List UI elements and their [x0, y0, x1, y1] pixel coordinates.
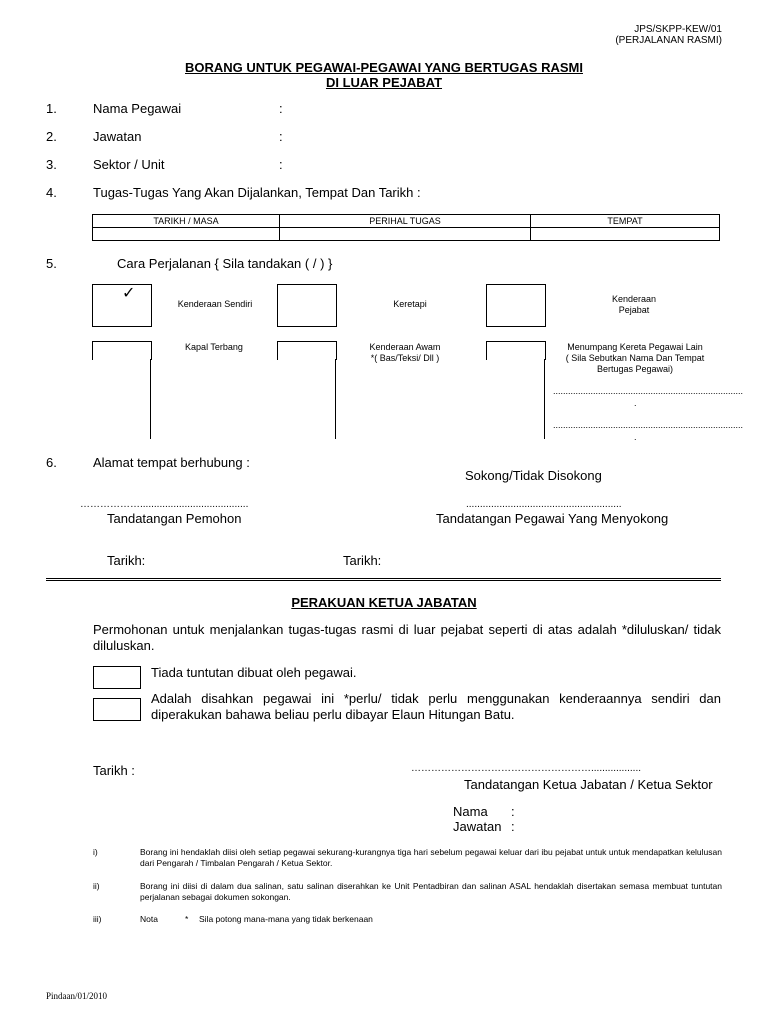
form-title-line1: BORANG UNTUK PEGAWAI-PEGAWAI YANG BERTUGAS RASMI [185, 60, 583, 75]
label-office-vehicle-1: Kenderaan [611, 294, 657, 304]
head-date-label: Tarikh : [93, 763, 135, 778]
travel-mode-label: Cara Perjalanan { Sila tandakan ( / ) } [117, 256, 333, 271]
field-number: 1. [46, 101, 57, 116]
box-extension-line [544, 359, 545, 439]
supporter-signature-label: Tandatangan Pegawai Yang Menyokong [436, 511, 669, 526]
head-position-label: Jawatan [453, 819, 502, 834]
check-mark-icon: ✓ [122, 285, 136, 302]
label-office-vehicle-2: Pejabat [618, 305, 650, 315]
checkbox-public-transport[interactable] [277, 341, 337, 360]
checkbox-mileage-allowance[interactable] [93, 698, 141, 721]
checkbox-own-vehicle[interactable] [92, 284, 152, 327]
section-divider [46, 578, 721, 579]
checkbox-plane[interactable] [92, 341, 152, 360]
label-own-vehicle: Kenderaan Sendiri [177, 299, 253, 309]
checkbox-office-vehicle[interactable] [486, 284, 546, 327]
form-subtitle: (PERJALANAN RASMI) [615, 35, 722, 46]
option-mileage-allowance: Adalah disahkan pegawai ini *perlu/ tidak perlu menggunakan kenderaannya sendiri dan diperakukan bahawa beliau perlu dibayar Elaun Hitungan Batu. [151, 691, 721, 722]
applicant-date-label: Tarikh: [107, 553, 146, 568]
form-code: JPS/SKPP-KEW/01 [634, 24, 722, 35]
head-signature-line[interactable]: ……………………………………………….................. [411, 763, 642, 774]
note-star: * [185, 914, 189, 924]
checkbox-ride-along[interactable] [486, 341, 546, 360]
box-extension-line [150, 359, 151, 439]
cell-date[interactable] [93, 228, 280, 241]
form-title-line2: DI LUAR PEJABAT [325, 75, 443, 90]
note-number: ii) [93, 881, 100, 891]
note-label: Nota [140, 914, 158, 924]
field-label-name: Nama Pegawai [93, 101, 182, 116]
label-train: Keretapi [393, 299, 427, 309]
field-number: 5. [46, 256, 57, 271]
field-colon: : [279, 129, 283, 144]
field-label-sector: Sektor / Unit [93, 157, 165, 172]
col-header-duty: PERIHAL TUGAS [280, 215, 531, 228]
col-header-place: TEMPAT [531, 215, 720, 228]
supporter-signature-line[interactable]: ........................................................ [466, 499, 622, 510]
contact-address-label: Alamat tempat berhubung : [93, 455, 250, 470]
section-title: PERAKUAN KETUA JABATAN [291, 595, 477, 610]
field-colon: : [511, 804, 515, 819]
amendment-code: Pindaan/01/2010 [46, 991, 107, 1001]
checkbox-no-claim[interactable] [93, 666, 141, 689]
supporter-date-label: Tarikh: [343, 553, 382, 568]
field-number: 2. [46, 129, 57, 144]
field-number: 3. [46, 157, 57, 172]
field-colon: : [279, 157, 283, 172]
tasks-label: Tugas-Tugas Yang Akan Dijalankan, Tempat Dan Tarikh : [93, 185, 421, 200]
applicant-signature-line[interactable]: ………………....................................... [80, 499, 249, 510]
field-colon: : [279, 101, 283, 116]
field-colon: : [511, 819, 515, 834]
box-extension-line [335, 359, 336, 439]
note-text: Borang ini diisi di dalam dua salinan, satu salinan diserahkan ke Unit Pentadbiran dan salinan ASAL hendaklah disertakan semasa membuat tuntutan perjalanan sebagai dokumen sokongan. [140, 881, 722, 902]
field-number: 4. [46, 185, 57, 200]
head-signature-label: Tandatangan Ketua Jabatan / Ketua Sektor [464, 777, 713, 792]
col-header-date: TARIKH / MASA [93, 215, 280, 228]
note-number: iii) [93, 914, 102, 924]
field-number: 6. [46, 455, 57, 470]
checkbox-train[interactable] [277, 284, 337, 327]
head-name-label: Nama [453, 804, 488, 819]
dot-mark: . [634, 398, 637, 408]
label-plane: Kapal Terbang [185, 342, 243, 352]
field-label-position: Jawatan [93, 129, 142, 144]
dot-mark: . [634, 432, 637, 442]
applicant-signature-label: Tandatangan Pemohon [107, 511, 242, 526]
note-text: Sila potong mana-mana yang tidak berkenaan [199, 914, 373, 924]
label-ride-along-1: Menumpang Kereta Pegawai Lain [567, 342, 703, 352]
cell-duty[interactable] [280, 228, 531, 241]
note-number: i) [93, 847, 98, 857]
tasks-table [92, 214, 720, 241]
cell-place[interactable] [531, 228, 720, 241]
option-no-claim: Tiada tuntutan dibuat oleh pegawai. [151, 665, 357, 680]
label-ride-along-3: Bertugas Pegawai) [596, 364, 674, 374]
ride-along-dotted-line[interactable]: ............................................................................ [553, 420, 744, 430]
label-public-transport-2: *( Bas/Teksi/ Dll ) [370, 353, 440, 363]
note-text: Borang ini hendaklah diisi oleh setiap pegawai sekurang-kurangnya tiga hari sebelum pegawai keluar dari ibu pejabat untuk untuk mendapatkan kelulusan dari Pengarah / Timbalan Pengarah / Ketua Sektor. [140, 847, 722, 868]
ride-along-dotted-line[interactable]: ............................................................................ [553, 386, 744, 396]
approval-paragraph: Permohonan untuk menjalankan tugas-tugas rasmi di luar pejabat seperti di atas adalah *diluluskan/ tidak diluluskan. [93, 622, 721, 653]
section-divider [46, 580, 721, 581]
label-ride-along-2: ( Sila Sebutkan Nama Dan Tempat [565, 353, 705, 363]
support-status: Sokong/Tidak Disokong [465, 468, 602, 483]
label-public-transport-1: Kenderaan Awam [369, 342, 441, 352]
